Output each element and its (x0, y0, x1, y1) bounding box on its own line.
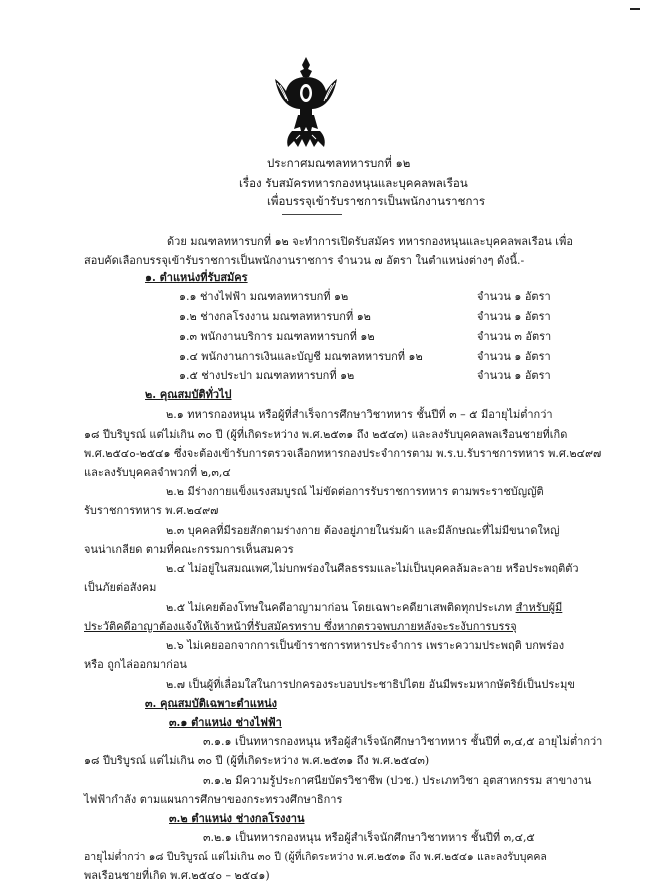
subsection-3-2-title: ๓.๒ ตำแหน่ง ช่างกลโรงงาน (169, 812, 305, 825)
clause-3-2-1-line-1: ๓.๒.๑ เป็นทหารกองหนุน หรือผู้สำเร็จนักศึกษาวิชาทหาร ชั้นปีที่ ๓,๔,๕ (203, 831, 535, 844)
clause-3-1-2-line-2: ไฟฟ้ากำลัง ตามแผนการศึกษาของกระทรวงศึกษาธิการ (84, 793, 343, 806)
clause-2-2-line-2: รับราชการทหาร พ.ศ.๒๔๙๗ (84, 504, 219, 517)
section-3-title: ๓. คุณสมบัติเฉพาะตำแหน่ง (145, 697, 277, 710)
clause-3-1-2-line-1: ๓.๑.๒ มีความรู้ประกาศนียบัตรวิชาชีพ (ปวช.) ประเภทวิชา อุตสาหกรรม สาขางาน (203, 774, 592, 787)
announcement-title: ประกาศมณฑลทหารบกที่ ๑๒ (267, 156, 411, 170)
header-divider (282, 214, 342, 215)
clause-3-1-1-line-2: ๑๘ ปีบริบูรณ์ แต่ไม่เกิน ๓๐ ปี (ผู้ที่เกิดระหว่าง พ.ศ.๒๕๓๑ ถึง พ.ศ.๒๕๔๓) (84, 754, 430, 767)
position-5-name: ๑.๕ ช่างประปา มณฑลทหารบกที่ ๑๒ (179, 369, 355, 382)
position-4-name: ๑.๔ พนักงานการเงินและบัญชี มณฑลทหารบกที่ ๑๒ (179, 350, 423, 363)
position-3-count: จำนวน ๓ อัตรา (477, 330, 552, 343)
position-2-count: จำนวน ๑ อัตรา (477, 310, 551, 323)
subsection-3-1-title: ๓.๑ ตำแหน่ง ช่างไฟฟ้า (169, 716, 282, 729)
clause-2-5-underlined-text: สำหรับผู้มี (515, 601, 563, 614)
clause-2-5-text: ๒.๕ ไม่เคยต้องโทษในคดีอาญามาก่อน โดยเฉพาะคดียาเสพติดทุกประเภท (166, 601, 516, 614)
clause-2-6-line-1: ๒.๖ ไม่เคยออกจากการเป็นข้าราชการทหารประจำการ เพราะความประพฤติ บกพร่อง (166, 639, 565, 652)
clause-2-1-line-2: ๑๘ ปีบริบูรณ์ แต่ไม่เกิน ๓๐ ปี (ผู้ที่เกิดระหว่าง พ.ศ.๒๕๓๑ ถึง ๒๕๔๓) และลงรับบุคคลพลเรือนชายที่เกิด (84, 428, 568, 441)
clause-3-1-1-line-1: ๓.๑.๑ เป็นทหารกองหนุน หรือผู้สำเร็จนักศึกษาวิชาทหาร ชั้นปีที่ ๓,๔,๕ อายุไม่ต่ำกว่า (203, 735, 603, 748)
clause-2-1-line-1: ๒.๑ ทหารกองหนุน หรือผู้ที่สำเร็จการศึกษาวิชาทหาร ชั้นปีที่ ๓ – ๕ มีอายุไม่ต่ำกว่า (166, 408, 553, 421)
clause-2-2-line-1: ๒.๒ มีร่างกายแข็งแรงสมบูรณ์ ไม่ขัดต่อการรับราชการทหาร ตามพระราชบัญญัติ (166, 485, 544, 498)
clause-2-3-line-2: จนน่าเกลียด ตามที่คณะกรรมการเห็นสมควร (84, 543, 294, 556)
clause-2-7: ๒.๗ เป็นผู้ที่เลื่อมใสในการปกครองระบอบประชาธิปไตย อันมีพระมหากษัตริย์เป็นประมุข (166, 678, 575, 691)
announcement-subject-continued: เพื่อบรรจุเข้ารับราชการเป็นพนักงานราชการ (267, 194, 486, 208)
clause-2-1-line-4: และลงรับบุคคลจำพวกที่ ๒,๓,๔ (84, 466, 231, 479)
position-2-name: ๑.๒ ช่างกลโรงงาน มณฑลทหารบกที่ ๑๒ (179, 310, 371, 323)
clause-2-3-line-1: ๒.๓ บุคคลที่มีรอยสักตามร่างกาย ต้องอยู่ภายในร่มผ้า และมีลักษณะที่ไม่มีขนาดใหญ่ (166, 524, 560, 537)
page-edge-mark (630, 8, 640, 10)
position-1-name: ๑.๑ ช่างไฟฟ้า มณฑลทหารบกที่ ๑๒ (179, 290, 349, 303)
position-3-name: ๑.๓ พนักงานบริการ มณฑลทหารบกที่ ๑๒ (179, 330, 375, 343)
clause-2-5-line-1 (166, 601, 562, 615)
section-1-title: ๑. ตำแหน่งที่รับสมัคร (145, 271, 248, 284)
clause-2-5-line-2: ประวัติคดีอาญาต้องแจ้งให้เจ้าหน้าที่รับสมัครทราบ ซึ่งหากตรวจพบภายหลังจะระงับการบรรจุ (84, 620, 517, 633)
section-2-title: ๒. คุณสมบัติทั่วไป (145, 388, 232, 401)
announcement-subject: เรื่อง รับสมัครทหารกองหนุนและบุคคลพลเรือน (239, 176, 468, 190)
position-5-count: จำนวน ๑ อัตรา (477, 369, 551, 382)
garuda-emblem-icon (274, 55, 338, 149)
clause-2-4-line-1: ๒.๔ ไม่อยู่ในสมณเพศ,ไม่บกพร่องในศีลธรรมและไม่เป็นบุคคลล้มละลาย หรือประพฤติตัว (166, 562, 579, 575)
position-4-count: จำนวน ๑ อัตรา (477, 350, 551, 363)
clause-2-1-line-3: พ.ศ.๒๕๔๐-๒๕๔๑ ซึ่งจะต้องเข้ารับการตรวจเลือกทหารกองประจำการตาม พ.ร.บ.รับราชการทหาร พ.ศ.๒๔๙๗ (84, 447, 602, 460)
clause-3-2-1-line-3: พลเรือนชายที่เกิด พ.ศ.๒๕๔๐ – ๒๕๔๑) (84, 869, 270, 882)
intro-line-2: สอบคัดเลือกบรรจุเข้ารับราชการเป็นพนักงานราชการ จำนวน ๗ อัตรา ในตำแหน่งต่างๆ ดังนี้.- (84, 254, 525, 267)
clause-3-2-1-line-2: อายุไม่ต่ำกว่า ๑๘ ปีบริบูรณ์ แต่ไม่เกิน ๓๐ ปี (ผู้ที่เกิดระหว่าง พ.ศ.๒๕๓๑ ถึง พ.ศ.๒๕๔๑ และลงรับบุคคล (84, 851, 547, 863)
intro-line-1: ด้วย มณฑลทหารบกที่ ๑๒ จะทำการเปิดรับสมัคร ทหารกองหนุนและบุคคลพลเรือน เพื่อ (167, 235, 573, 248)
position-1-count: จำนวน ๑ อัตรา (477, 290, 551, 303)
clause-2-4-line-2: เป็นภัยต่อสังคม (84, 581, 157, 594)
clause-2-6-line-2: หรือ ถูกไล่ออกมาก่อน (84, 658, 187, 671)
